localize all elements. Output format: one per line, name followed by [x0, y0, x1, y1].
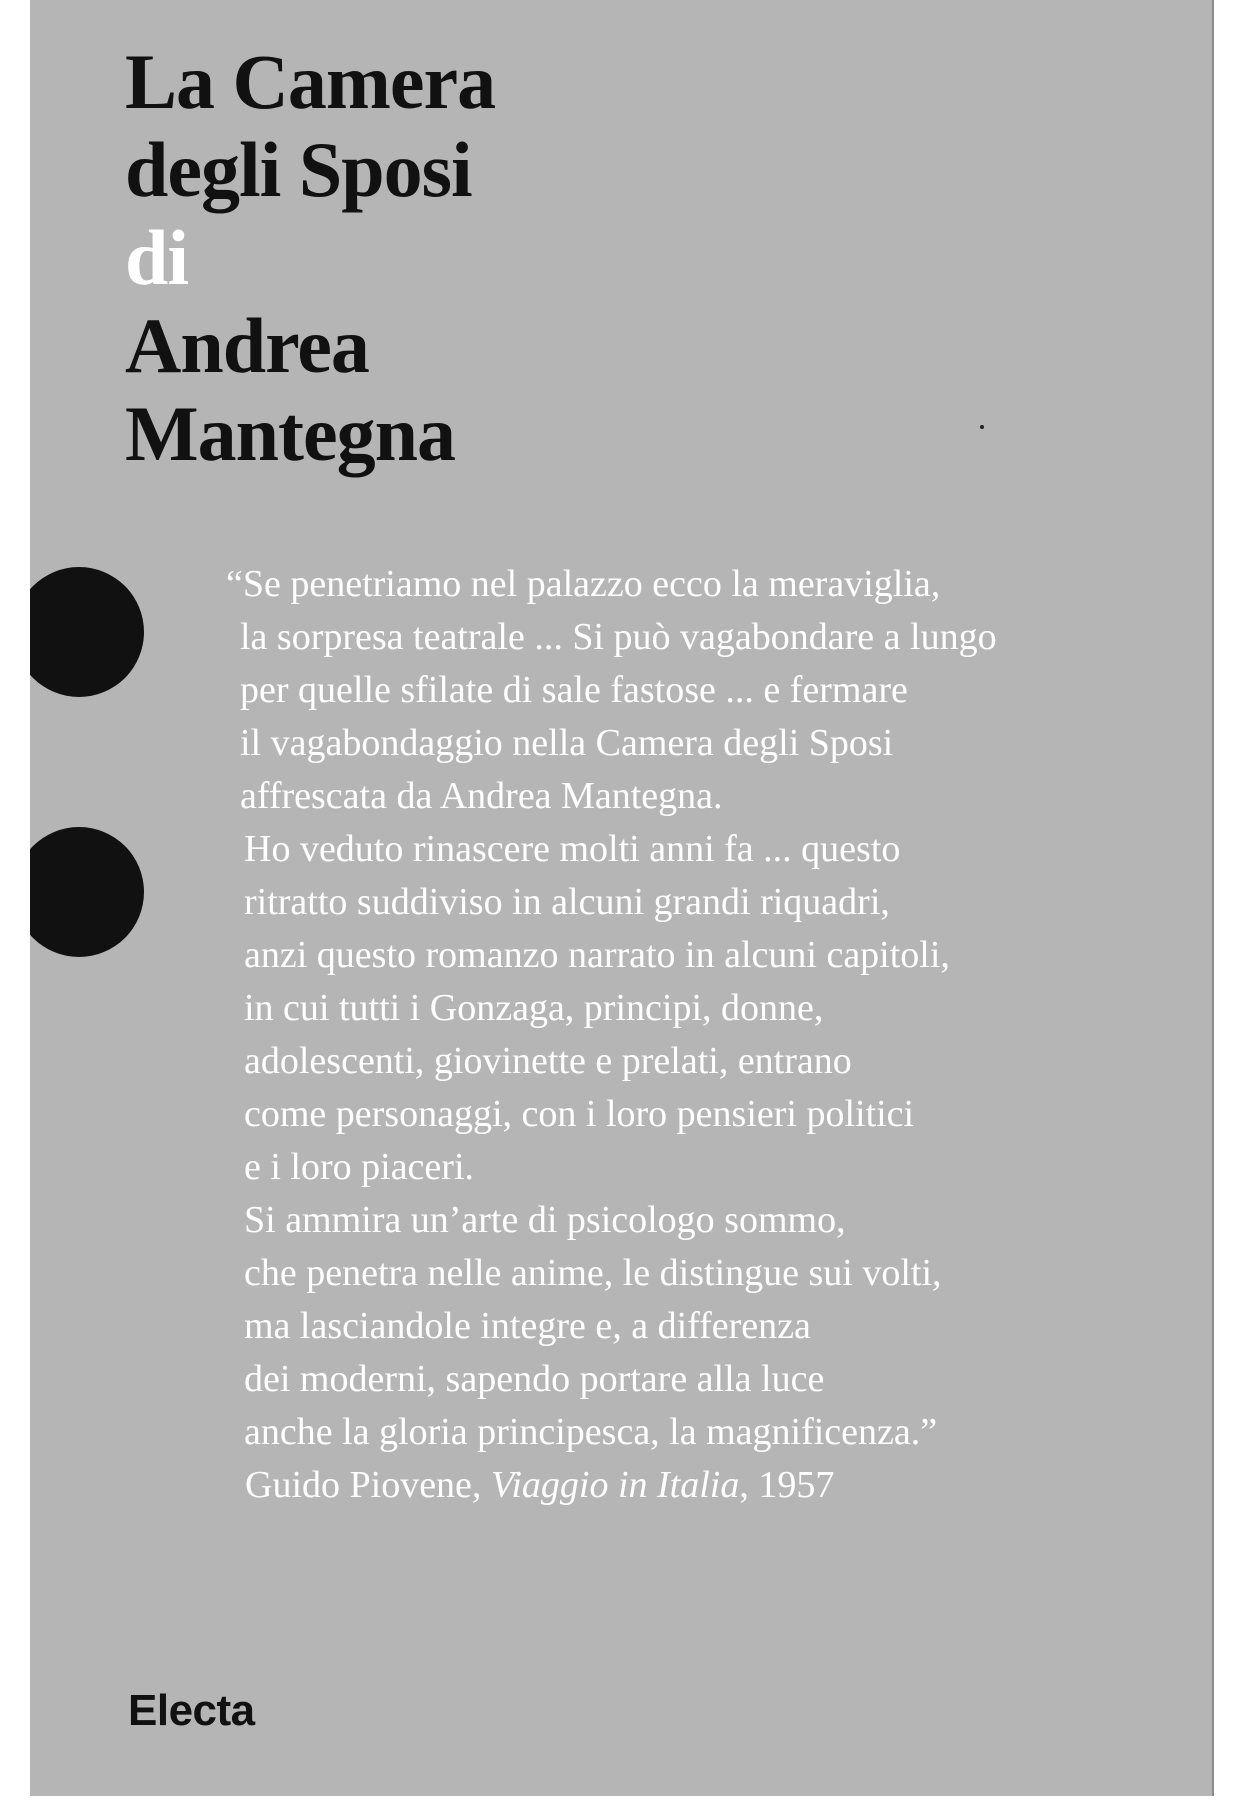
- title-line-3: di: [125, 214, 189, 301]
- quote-line-1: “Se penetriamo nel palazzo ecco la meraviglia,: [226, 563, 941, 605]
- binding-hole-bottom: [30, 827, 144, 957]
- quote-line-10: adolescenti, giovinette e prelati, entrano: [244, 1040, 852, 1082]
- quote-line-14: che penetra nelle anime, le distingue sui volti,: [244, 1252, 942, 1294]
- attribution-year: , 1957: [739, 1464, 835, 1506]
- quote-line-8: anzi questo romanzo narrato in alcuni capitoli,: [244, 934, 950, 976]
- book-title: [125, 38, 495, 478]
- quote-line-12: e i loro piaceri.: [244, 1146, 475, 1188]
- quote-line-9: in cui tutti i Gonzaga, principi, donne,: [244, 987, 824, 1029]
- quote-line-13: Si ammira un’arte di psicologo sommo,: [244, 1199, 846, 1241]
- quote-line-17: anche la gloria principesca, la magnificenza.”: [244, 1411, 938, 1453]
- binding-hole-top: [30, 567, 144, 697]
- title-line-4: Andrea: [125, 302, 369, 389]
- book-cover: [30, 0, 1214, 1796]
- quote-line-15: ma lasciandole integre e, a differenza: [244, 1305, 811, 1347]
- title-line-2: degli Sposi: [125, 126, 472, 213]
- quote-line-11: come personaggi, con i loro pensieri politici: [244, 1093, 915, 1135]
- quote-line-5: affrescata da Andrea Mantegna.: [240, 775, 723, 817]
- quote-attribution: [226, 1459, 1186, 1512]
- quote-line-6: Ho veduto rinascere molti anni fa ... questo: [244, 828, 901, 870]
- quote-line-2: la sorpresa teatrale ... Si può vagabondare a lungo: [240, 616, 997, 658]
- back-cover-quote: [226, 558, 1186, 1512]
- quote-line-3: per quelle sfilate di sale fastose ... e fermare: [240, 669, 908, 711]
- quote-line-7: ritratto suddiviso in alcuni grandi riquadri,: [244, 881, 890, 923]
- quote-line-16: dei moderni, sapendo portare alla luce: [244, 1358, 825, 1400]
- title-line-1: La Camera: [125, 38, 496, 125]
- attribution-author: Guido Piovene,: [245, 1464, 491, 1506]
- publisher-logo: Electa: [128, 1686, 255, 1735]
- quote-line-4: il vagabondaggio nella Camera degli Sposi: [240, 722, 894, 764]
- print-speck: [980, 425, 984, 429]
- title-line-5: Mantegna: [125, 390, 455, 477]
- attribution-work: Viaggio in Italia: [490, 1464, 740, 1506]
